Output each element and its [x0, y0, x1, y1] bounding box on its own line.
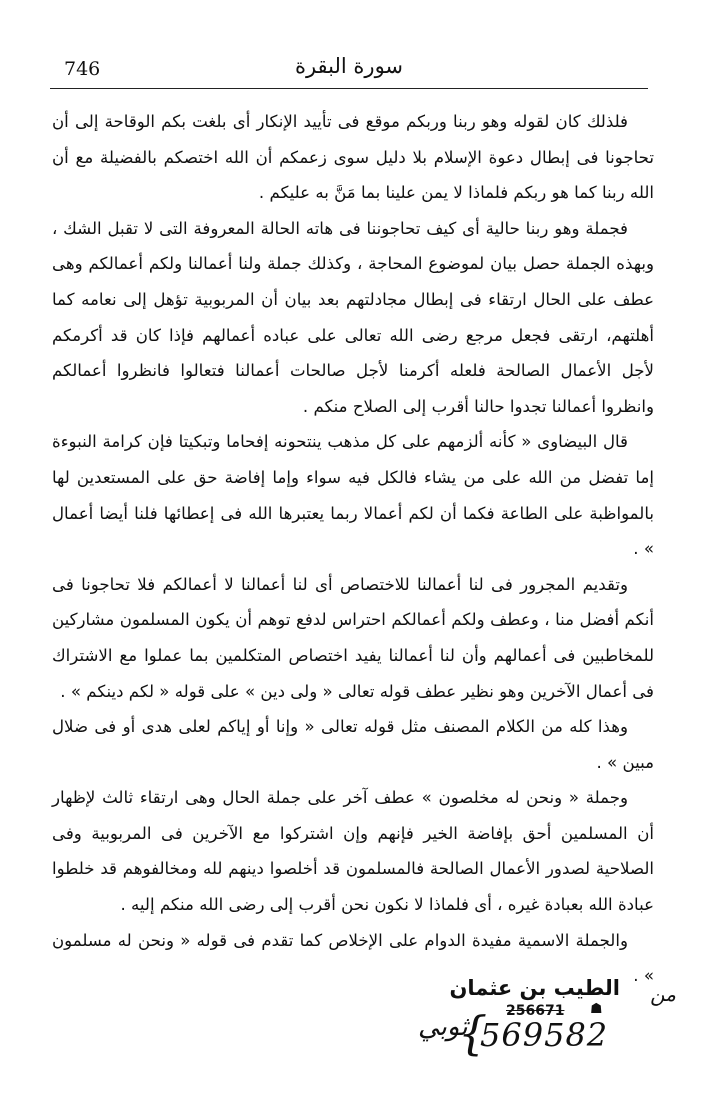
- paragraph: قال البيضاوى « كأنه ألزمهم على كل مذهب ينتحونه إفحاما وتبكيتا فإن كرامة النبوءة إما تفضل من الله على من يشاء فالكل فيه سواء وإما إفاضة حق على المستعدين لها بالمواظبة على الطاعة فكما أن لكم أعمالا ربما يعتبرها الله فى إعطائها فلنا أيضا أعمال » .: [52, 432, 654, 559]
- page-header: [50, 52, 648, 89]
- body-text: [52, 104, 654, 994]
- manuscript-number: 569582: [480, 1016, 609, 1054]
- stamp-mark: ☗: [590, 1001, 603, 1017]
- paragraph: وهذا كله من الكلام المصنف مثل قوله تعالى « وإنا أو إياكم لعلى هدى أو فى ضلال مبين » .: [52, 717, 654, 772]
- surah-title: سورة البقرة: [294, 54, 404, 78]
- paragraph: فلذلك كان لقوله وهو ربنا وربكم موقع فى تأييد الإنكار أى بلغت بكم الوقاحة إلى أن تحاجونا فى إبطال دعوة الإسلام بلا دليل سوى زعمكم أن الله اختصكم بالفضيلة مع أن الله ربنا كما هو ربكم فلماذا لا يمن علينا بما مَنَّ به عليكم .: [52, 112, 654, 203]
- owner-name: الطيب بن عثمان: [449, 976, 620, 1000]
- paragraph: فجملة وهو ربنا حالية أى كيف تحاجوننا فى هاته الحالة المعروفة التى لا تقبل الشك ، وبهذه الجملة حصل بيان لموضوع المحاجة ، وكذلك جملة ولنا أعمالنا ولكم أعمالكم وهى عطف على الحال ارتقاء فى إبطال مجادلتهم بعد بيان أن المربوبية تؤهل إلى نعامه كما أهلتهم، ارتقى فجعل مرجع رضى الله تعالى على عباده أعمالهم فإذا كان قد أكرمكم لأجل الأعمال الصالحة فلعله أكرمنا لأجل صالحات أعمالنا فتعالوا فانظروا أعمالكم وانظروا أعمالنا تجدوا حالنا أقرب إلى الصلاح منكم .: [52, 218, 654, 416]
- paragraph: والجملة الاسمية مفيدة الدوام على الإخلاص كما تقدم فى قوله « ونحن له مسلمون » .: [52, 930, 654, 986]
- ownership-prefix: من: [650, 982, 676, 1006]
- manuscript-prefix: ثوبي: [418, 1012, 468, 1042]
- brace-mark: {: [458, 1006, 488, 1060]
- struck-number: 256671: [506, 1003, 565, 1019]
- paragraph: وجملة « ونحن له مخلصون » عطف آخر على جملة الحال وهى ارتقاء ثالث لإظهار أن المسلمين أحق بإفاضة الخير فإنهم وإن اشتركوا مع الآخرين فى المربوبية وفى الصلاحية لصدور الأعمال الصالحة فالمسلمون قد أخلصوا دينهم لله ومخالفوهم قد خلطوا عبادة الله بعبادة غيره ، أى فلماذا لا نكون نحن أقرب إلى رضى الله منكم إليه .: [52, 788, 654, 915]
- page-number: 746: [64, 58, 101, 80]
- paragraph: وتقديم المجرور فى لنا أعمالنا للاختصاص أى لنا أعمالنا لا أعمالكم فلا تحاجونا فى أنكم أفضل منا ، وعطف ولكم أعمالكم احتراس لدفع توهم أن يكون المسلمون مشاركين للمخاطبين فى أعمالهم وأن لنا أعمالنا يفيد اختصاص المتكلمين بما عملوا مع الاشتراك فى أعمال الآخرين وهو نظير عطف قوله تعالى « ولى دين » على قوله « لكم دينكم » .: [52, 574, 654, 701]
